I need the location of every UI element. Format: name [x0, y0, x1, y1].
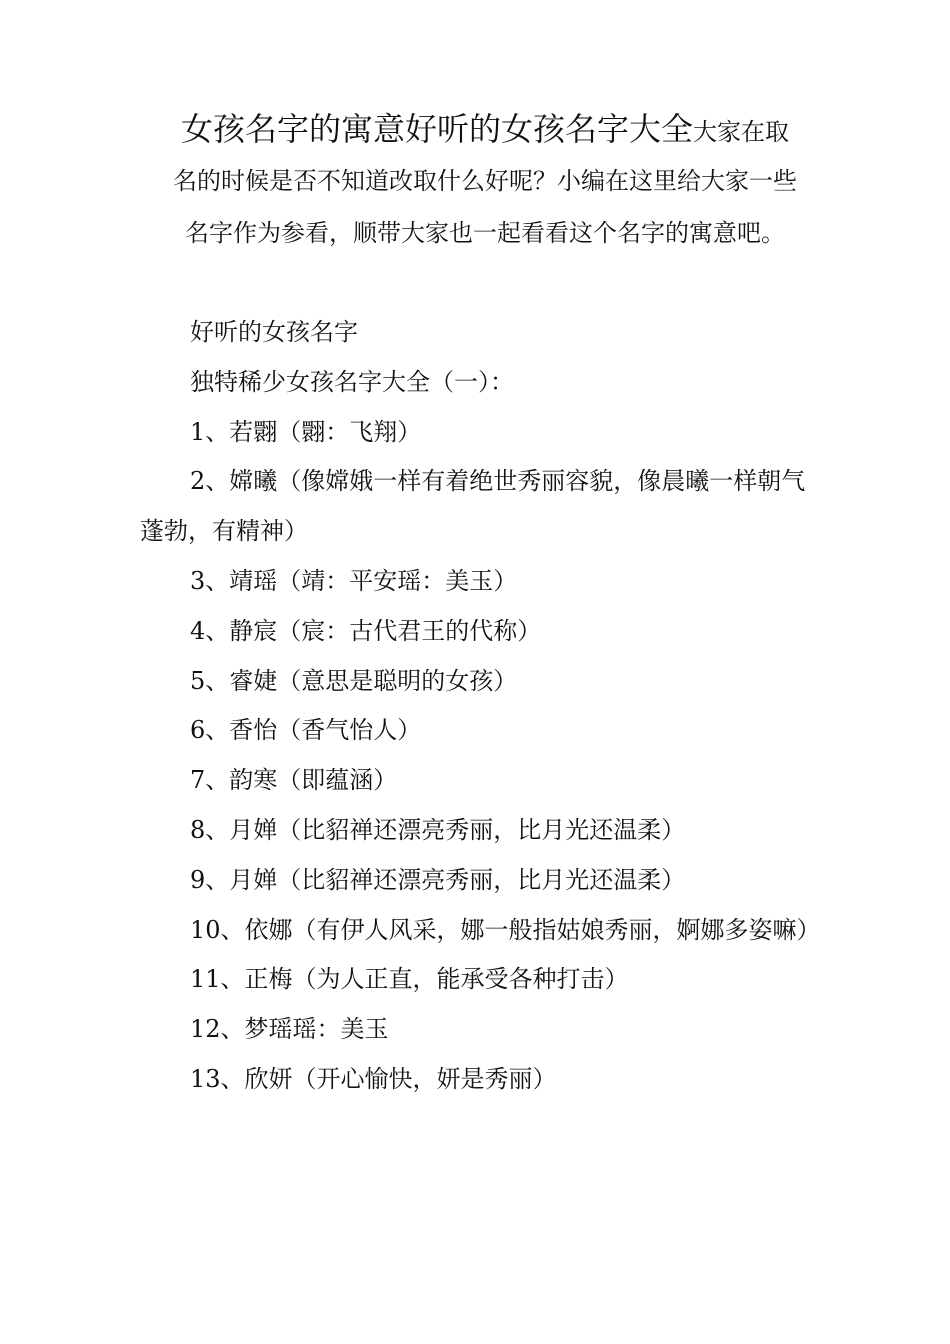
- title-line-1: [140, 103, 830, 155]
- list-item: 3、靖瑶（靖：平安瑶：美玉）: [190, 566, 518, 595]
- list-item: 12、梦瑶瑶：美玉: [190, 1015, 389, 1044]
- list-item: 4、静宸（宸：古代君王的代称）: [190, 616, 542, 645]
- list-item: 7、韵寒（即蕴涵）: [190, 766, 398, 795]
- list-item: 8、月婵（比貂禅还漂亮秀丽，比月光还温柔）: [190, 815, 686, 844]
- document-title: 女孩名字的寓意好听的女孩名字大全: [180, 110, 693, 148]
- list-item: 1、若翾（翾：飞翔）: [190, 417, 422, 446]
- title-block: [140, 103, 830, 259]
- list-item: 13、欣妍（开心愉快，妍是秀丽）: [190, 1064, 557, 1093]
- intro-text-1: 大家在取: [693, 118, 789, 146]
- list-item: 2、嫦曦（像嫦娥一样有着绝世秀丽容貌，像晨曦一样朝气蓬勃，有精神）: [140, 467, 806, 546]
- intro-text-3: 名字作为参看，顺带大家也一起看看这个名字的寓意吧。: [185, 219, 785, 247]
- section-heading: 好听的女孩名字: [190, 318, 358, 346]
- list-heading: 独特稀少女孩名字大全（一）：: [190, 367, 514, 396]
- list-item: 5、睿婕（意思是聪明的女孩）: [190, 666, 518, 695]
- list-item: 10、依娜（有伊人风采，娜一般指姑娘秀丽，婀娜多姿嘛）: [190, 915, 821, 944]
- list-item: 11、正梅（为人正直，能承受各种打击）: [190, 965, 629, 994]
- list-item: 6、香怡（香气怡人）: [190, 716, 422, 745]
- list-item: 9、月婵（比貂禅还漂亮秀丽，比月光还温柔）: [190, 865, 686, 894]
- intro-text-2: 名的时候是否不知道改取什么好呢？小编在这里给大家一些: [173, 167, 797, 195]
- document-body: [140, 308, 820, 1105]
